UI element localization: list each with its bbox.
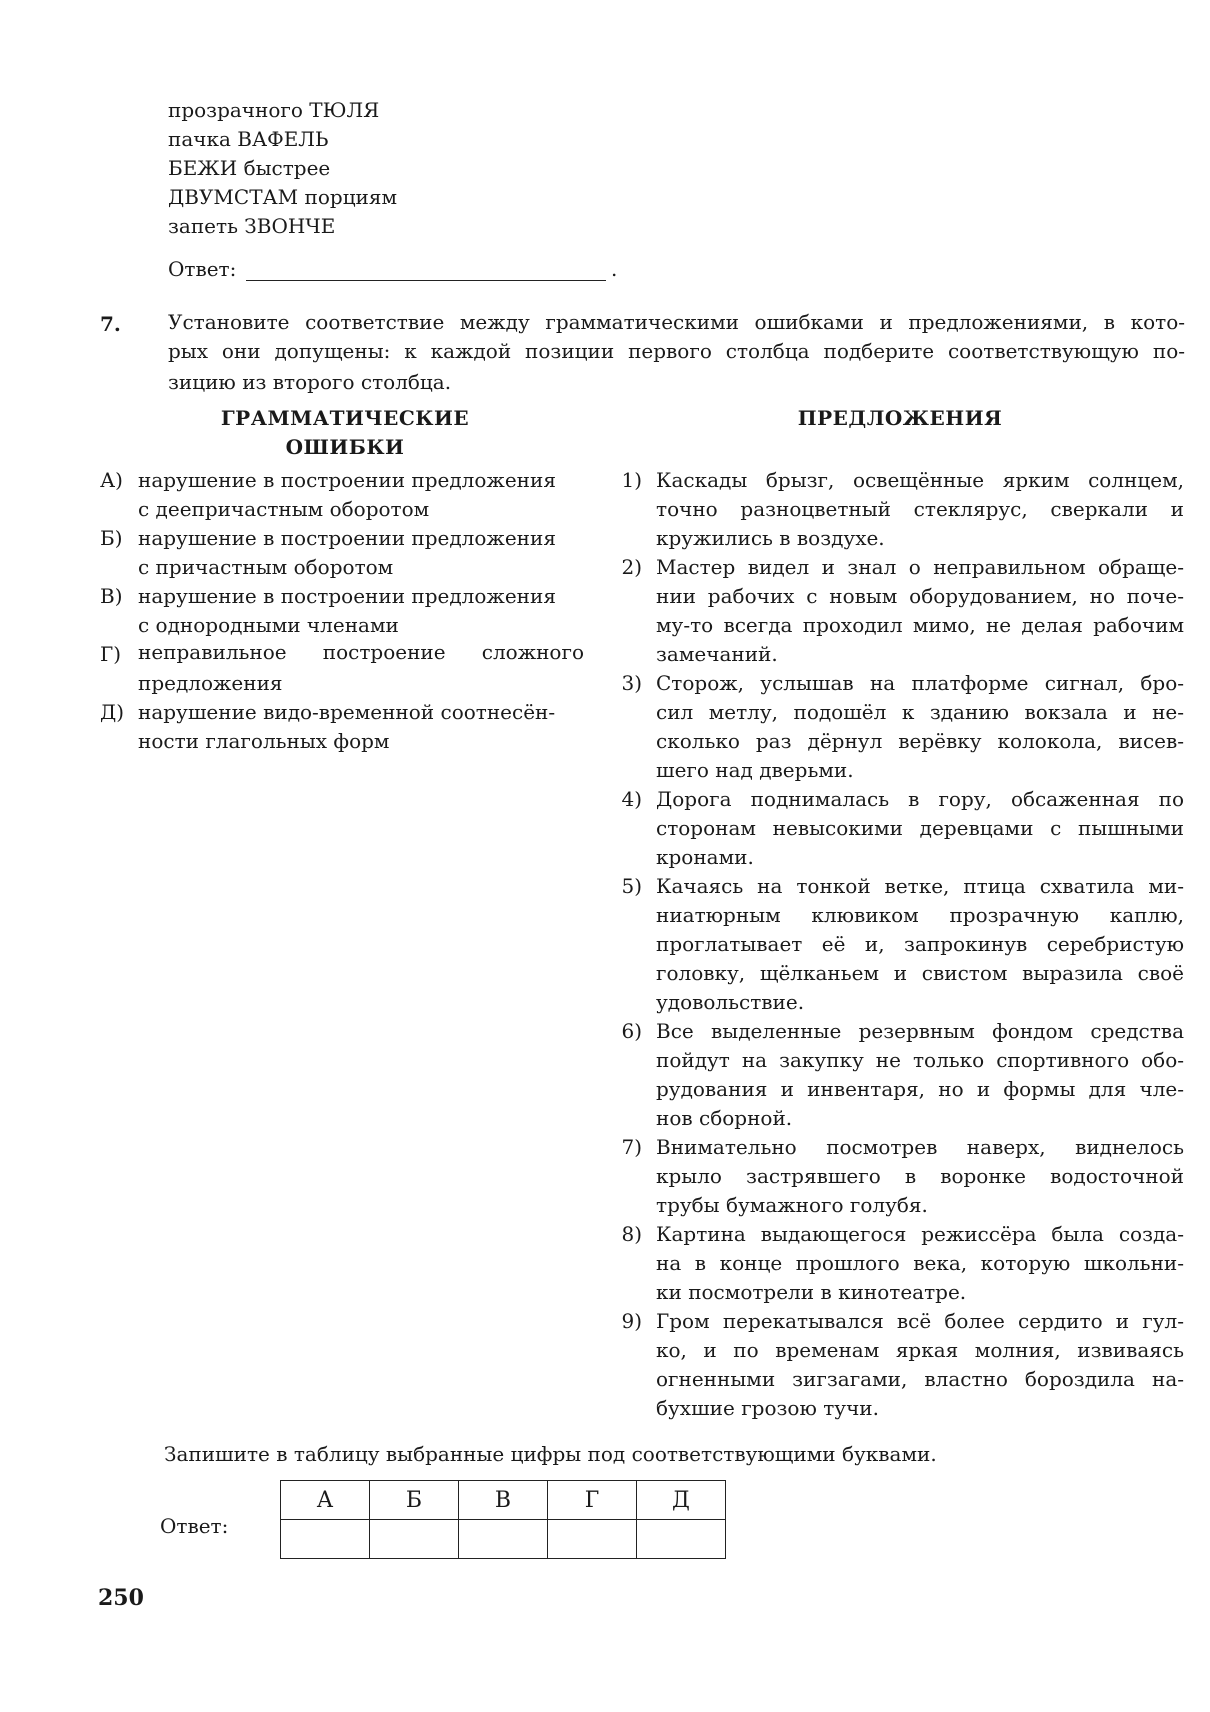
sentence-text: му-то всегда проходил мимо, не делая рабочим: [656, 613, 1184, 637]
error-letter: А): [100, 468, 123, 492]
list-item: БЕЖИ быстрее: [168, 156, 331, 180]
table-answer-row: [281, 1520, 726, 1559]
sentence-text: Внимательно посмотрев наверх, виднелось: [656, 1135, 1184, 1159]
left-column-heading: ГРАММАТИЧЕСКИЕ: [220, 406, 470, 430]
table-header-cell: В: [459, 1481, 548, 1520]
answer-cell[interactable]: [281, 1520, 370, 1559]
sentence-number: 5): [621, 874, 642, 898]
sentence-text: бухшие грозою тучи.: [656, 1396, 879, 1420]
sentence-text: замечаний.: [656, 642, 778, 666]
sentence-text: Мастер видел и знал о неправильном обраще-: [656, 555, 1184, 579]
error-text: с причастным оборотом: [138, 555, 394, 579]
sentence-text: Дорога поднималась в гору, обсаженная по: [656, 787, 1184, 811]
error-text: нарушение в построении предложения: [138, 584, 556, 608]
list-item: ДВУМСТАМ порциям: [168, 185, 398, 209]
error-letter: В): [100, 584, 123, 608]
task-number: 7.: [100, 312, 121, 336]
sentence-number: 9): [621, 1309, 642, 1333]
error-letter: Г): [100, 642, 122, 666]
sentence-text: кружились в воздухе.: [656, 526, 885, 550]
sentence-text: на в конце прошлого века, которую школьни-: [656, 1251, 1184, 1275]
instruction-line: рых они допущены: к каждой позиции первого столбца подберите соответствующую по-: [168, 339, 1185, 363]
sentence-number: 8): [621, 1222, 642, 1246]
error-text: неправильное построение сложного: [138, 640, 584, 664]
instruction-line: Установите соответствие между грамматическими ошибками и предложениями, в кото-: [168, 310, 1185, 334]
sentence-text: головку, щёлканьем и свистом выразила своё: [656, 961, 1184, 985]
answer-cell[interactable]: [459, 1520, 548, 1559]
sentence-number: 3): [621, 671, 642, 695]
sentence-text: Картина выдающегося режиссёра была созда-: [656, 1222, 1184, 1246]
table-header-cell: А: [281, 1481, 370, 1520]
list-item: прозрачного ТЮЛЯ: [168, 98, 380, 122]
answer-label: Ответ:: [168, 257, 237, 281]
table-instruction: Запишите в таблицу выбранные цифры под соответствующими буквами.: [164, 1442, 937, 1466]
sentence-text: Качаясь на тонкой ветке, птица схватила ми-: [656, 874, 1184, 898]
error-letter: Б): [100, 526, 123, 550]
table-header-cell: Б: [370, 1481, 459, 1520]
answer-table: [280, 1480, 726, 1559]
list-item: запеть ЗВОНЧЕ: [168, 214, 336, 238]
table-header-cell: Д: [637, 1481, 726, 1520]
instruction-line: зицию из второго столбца.: [168, 370, 452, 394]
sentence-text: сил метлу, подошёл к зданию вокзала и не-: [656, 700, 1184, 724]
error-letter: Д): [100, 700, 125, 724]
sentence-text: сколько раз дёрнул верёвку колокола, висев-: [656, 729, 1184, 753]
answer-period: .: [611, 257, 618, 281]
error-text: нарушение в построении предложения: [138, 468, 556, 492]
sentence-text: проглатывает её и, запрокинув серебристую: [656, 932, 1184, 956]
sentence-text: сторонам невысокими деревцами с пышными: [656, 816, 1184, 840]
answer-cell[interactable]: [637, 1520, 726, 1559]
sentence-text: трубы бумажного голубя.: [656, 1193, 928, 1217]
sentence-text: нии рабочих с новым оборудованием, но поче-: [656, 584, 1184, 608]
sentence-number: 1): [621, 468, 642, 492]
answer-input-line[interactable]: [246, 254, 606, 281]
answer-cell[interactable]: [548, 1520, 637, 1559]
page-number: 250: [98, 1585, 144, 1611]
sentence-text: Каскады брызг, освещённые ярким солнцем,: [656, 468, 1184, 492]
sentence-text: Гром перекатывался всё более сердито и гул-: [656, 1309, 1184, 1333]
list-item: пачка ВАФЕЛЬ: [168, 127, 329, 151]
sentence-text: ко, и по временам яркая молния, извиваясь: [656, 1338, 1184, 1362]
sentence-text: ниатюрным клювиком прозрачную каплю,: [656, 903, 1184, 927]
sentence-text: пойдут на закупку не только спортивного обо-: [656, 1048, 1184, 1072]
sentence-text: удовольствие.: [656, 990, 805, 1014]
table-header-row: [281, 1481, 726, 1520]
error-text: с деепричастным оборотом: [138, 497, 430, 521]
sentence-text: кронами.: [656, 845, 754, 869]
sentence-text: нов сборной.: [656, 1106, 793, 1130]
sentence-text: шего над дверьми.: [656, 758, 854, 782]
error-text: нарушение в построении предложения: [138, 526, 556, 550]
sentence-text: точно разноцветный стеклярус, сверкали и: [656, 497, 1184, 521]
sentence-text: Все выделенные резервным фондом средства: [656, 1019, 1184, 1043]
sentence-number: 4): [621, 787, 642, 811]
answer-cell[interactable]: [370, 1520, 459, 1559]
error-text: предложения: [138, 671, 283, 695]
sentence-number: 6): [621, 1019, 642, 1043]
sentence-text: Сторож, услышав на платформе сигнал, бро-: [656, 671, 1184, 695]
error-text: с однородными членами: [138, 613, 399, 637]
right-column-heading: ПРЕДЛОЖЕНИЯ: [797, 406, 1003, 430]
sentence-text: рудования и инвентаря, но и формы для чле-: [656, 1077, 1184, 1101]
sentence-text: огненными зигзагами, властно бороздила на-: [656, 1367, 1184, 1391]
error-text: нарушение видо-временной соотнесён-: [138, 700, 556, 724]
sentence-number: 7): [621, 1135, 642, 1159]
table-header-cell: Г: [548, 1481, 637, 1520]
left-column-heading: ОШИБКИ: [285, 435, 405, 459]
error-text: ности глагольных форм: [138, 729, 390, 753]
answer-label: Ответ:: [160, 1514, 229, 1538]
sentence-text: ки посмотрели в кинотеатре.: [656, 1280, 967, 1304]
sentence-number: 2): [621, 555, 642, 579]
sentence-text: крыло застрявшего в воронке водосточной: [656, 1164, 1184, 1188]
